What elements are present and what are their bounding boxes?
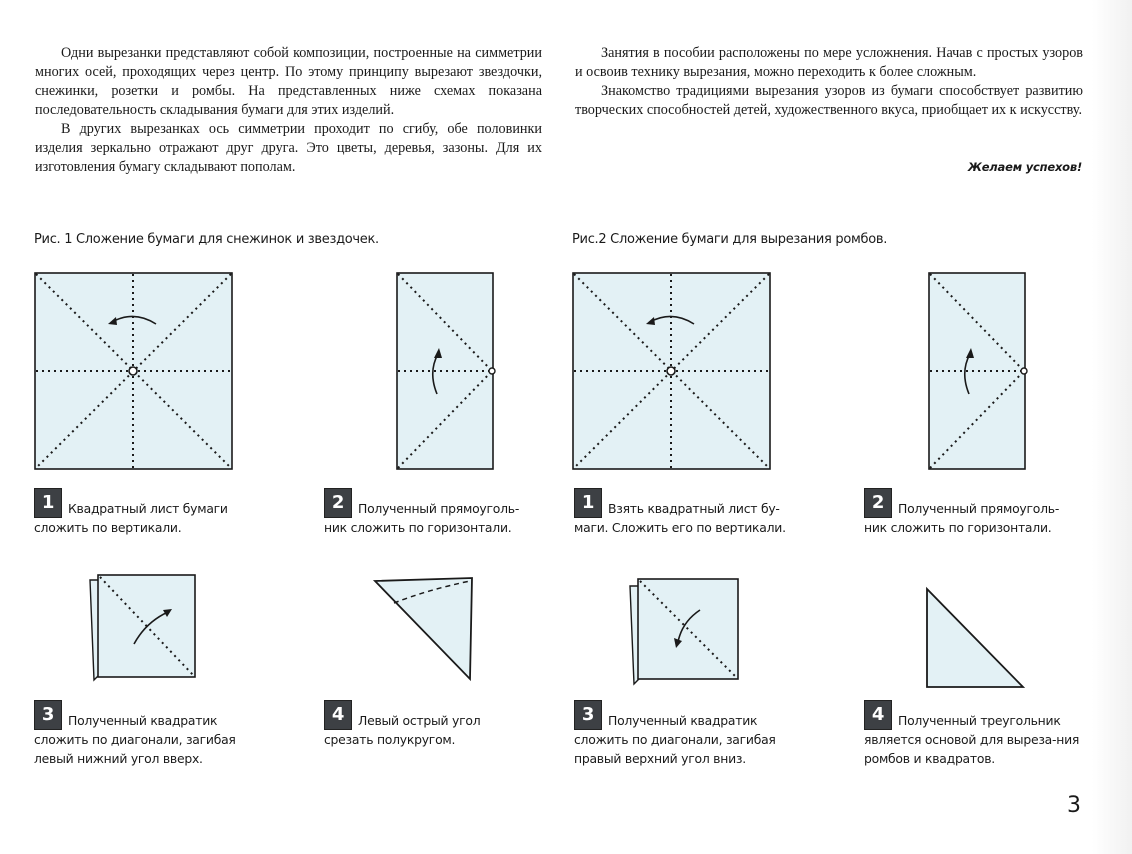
step-text-continued: срезать полукругом. <box>324 732 456 747</box>
fig1-step2-rectangle-diagram <box>396 272 496 470</box>
step-number-badge: 2 <box>324 488 352 518</box>
fig2-step1-square-diagram <box>572 272 772 470</box>
step-text-continued: является основой для выреза-ния ромбов и квадратов. <box>864 732 1080 766</box>
fig1-step-4 <box>324 700 524 749</box>
step-number-badge: 2 <box>864 488 892 518</box>
page-edge-shadow <box>1092 0 1132 854</box>
figure-2-caption: Рис.2 Сложение бумаги для вырезания ромбов. <box>572 232 888 247</box>
step-number-badge: 4 <box>864 700 892 730</box>
step-text: Полученный квадратик <box>608 713 758 728</box>
page-number: 3 <box>1067 793 1081 818</box>
intro-right-paragraph-1: Занятия в пособии расположены по мере усложнения. Начав с простых узоров и освоив технику вырезания, можно переходить к более сложным. <box>575 45 1083 80</box>
step-number-badge: 4 <box>324 700 352 730</box>
fig1-step-3 <box>34 700 264 768</box>
intro-right-paragraph-2: Знакомство традициями вырезания узоров из бумаги способствует развитию творческих способностей детей, художественного вкуса, приобщает их к искусству. <box>575 83 1083 118</box>
fig2-step-2 <box>864 488 1094 537</box>
step-text-continued: сложить по вертикали. <box>34 520 182 535</box>
step-text-continued: сложить по диагонали, загибая правый верхний угол вниз. <box>574 732 776 766</box>
fig2-step2-rectangle-diagram <box>928 272 1028 470</box>
step-text: Взять квадратный лист бу- <box>608 501 780 516</box>
closing-wish: Желаем успехов! <box>967 160 1082 174</box>
step-text: Полученный треугольник <box>898 713 1061 728</box>
fig1-step3-folded-square-diagram <box>88 572 200 684</box>
step-number-badge: 1 <box>34 488 62 518</box>
intro-left-paragraph-1: Одни вырезанки представляют собой композиции, построенные на симметрии многих осей, проходящих через центр. По этому принципу вырезают звездочки, снежинки, розетки и ромбы. На представленных ниже схемах показана последовательность складывания бумаги для этих изделий. <box>35 45 542 118</box>
intro-right-column <box>575 44 1083 120</box>
step-text: Полученный прямоуголь- <box>358 501 520 516</box>
figure-1-caption: Рис. 1 Сложение бумаги для снежинок и звездочек. <box>34 232 379 247</box>
step-text: Левый острый угол <box>358 713 481 728</box>
step-text-continued: ник сложить по горизонтали. <box>324 520 512 535</box>
intro-left-column <box>35 44 542 177</box>
step-text-continued: ник сложить по горизонтали. <box>864 520 1052 535</box>
fig1-step4-triangle-diagram <box>372 576 476 682</box>
step-text: Полученный прямоуголь- <box>898 501 1060 516</box>
intro-left-paragraph-2: В других вырезанках ось симметрии проходит по сгибу, обе половинки изделия зеркально отражают друг друга. Это цветы, деревья, зазоны. Для их изготовления бумагу складывают пополам. <box>35 121 542 175</box>
step-text-continued: маги. Сложить его по вертикали. <box>574 520 786 535</box>
fig2-step-4 <box>864 700 1096 768</box>
fig2-step-1 <box>574 488 814 537</box>
step-number-badge: 3 <box>574 700 602 730</box>
fig1-step-1 <box>34 488 284 537</box>
step-number-badge: 3 <box>34 700 62 730</box>
fig2-step4-right-triangle-diagram <box>924 586 1026 690</box>
fig2-step-3 <box>574 700 804 768</box>
step-text-continued: сложить по диагонали, загибая левый нижний угол вверх. <box>34 732 236 766</box>
step-text: Полученный квадратик <box>68 713 218 728</box>
fig2-step3-folded-square-diagram <box>628 574 742 686</box>
step-number-badge: 1 <box>574 488 602 518</box>
step-text: Квадратный лист бумаги <box>68 501 228 516</box>
fig1-step1-square-diagram <box>34 272 234 470</box>
fig1-step-2 <box>324 488 554 537</box>
